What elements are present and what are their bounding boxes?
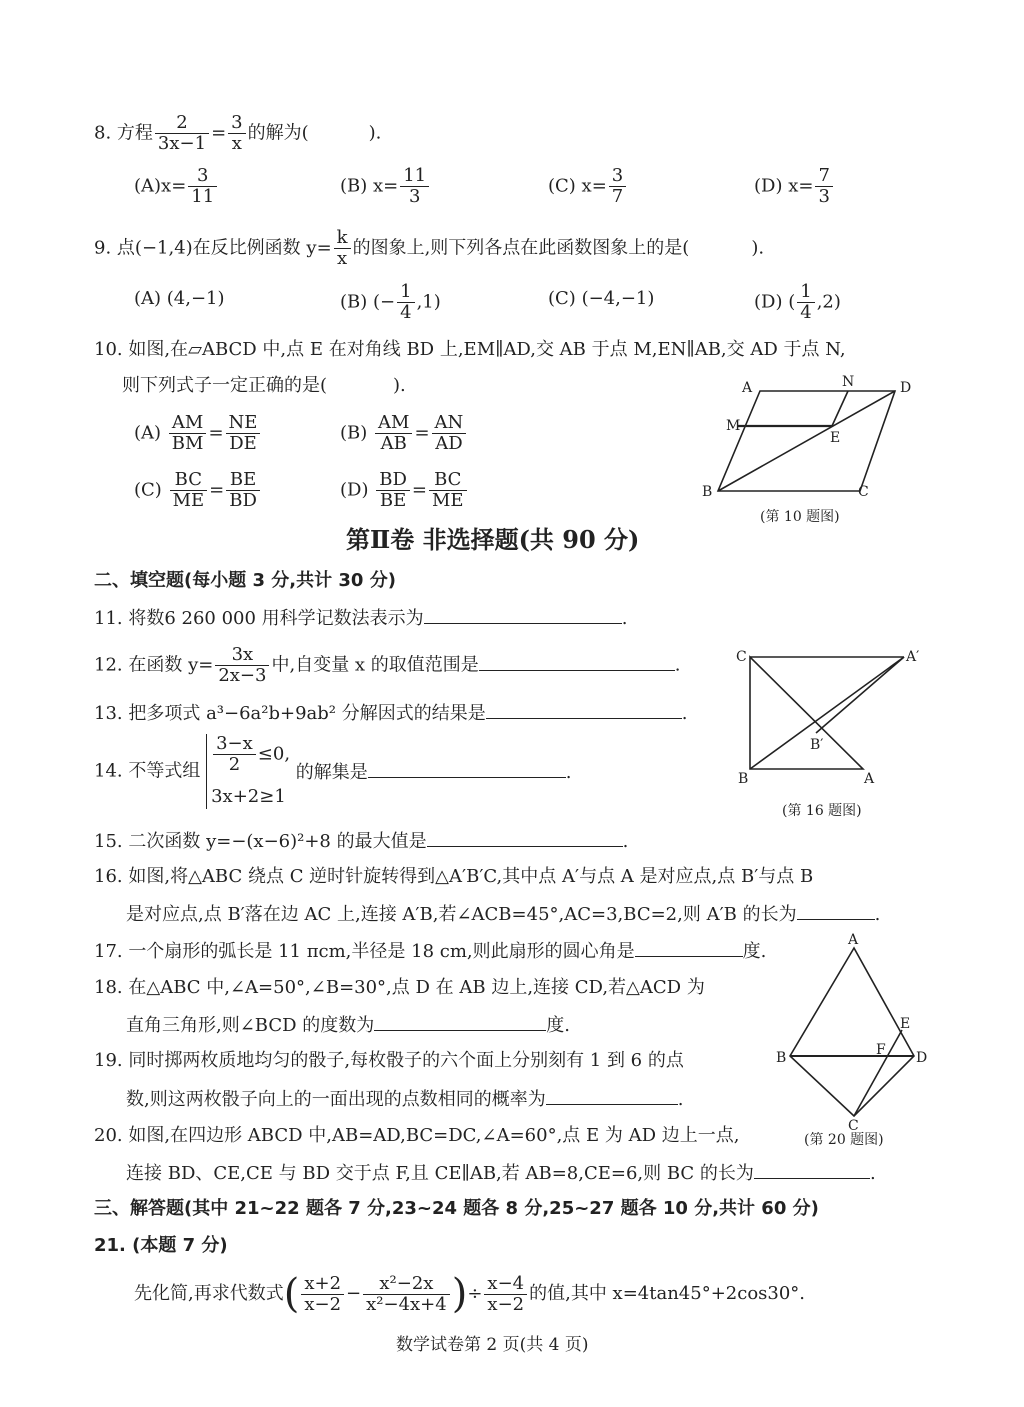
figure-10 — [690, 370, 930, 530]
fig16-caption: (第 16 题图) — [782, 803, 862, 819]
q8-option-b-num: 11 — [400, 166, 429, 187]
q8-option-d — [754, 166, 835, 207]
q9-option-d-den: 4 — [800, 302, 812, 323]
q8-option-c-label: (C) x= — [548, 175, 607, 197]
q9-f-den: x — [337, 248, 348, 269]
fig20-label-e: E — [900, 1016, 911, 1032]
question-13 — [94, 700, 687, 726]
q16-end: . — [874, 904, 881, 925]
q9-option-b-num: 1 — [397, 282, 414, 303]
q10-a-d2: DE — [229, 433, 257, 454]
q8-option-c-num: 3 — [609, 166, 626, 187]
q18-line2: 直角三角形,则∠BCD 的度数为 — [126, 1015, 375, 1036]
q10-c-d2: BD — [229, 490, 257, 511]
question-17 — [94, 938, 766, 964]
q8-option-b-label: (B) x= — [340, 175, 399, 197]
q10-a-d1: BM — [171, 433, 204, 454]
q12-answer-blank[interactable] — [479, 652, 675, 671]
q9-text: 点(−1,4)在反比例函数 y= — [116, 237, 332, 259]
q10-option-a-label: (A) — [134, 422, 162, 444]
fig10-caption: (第 10 题图) — [760, 509, 840, 525]
q17-answer-blank[interactable] — [635, 938, 743, 957]
fig16-line-a2b — [750, 657, 904, 769]
q21-text-b: 的值,其中 x=4tan45°+2cos30°. — [529, 1283, 806, 1304]
q9-option-d-pre: ( — [788, 291, 796, 313]
q9-option-b-label: (B) — [340, 291, 368, 313]
q12-text: 12. 在函数 y= — [94, 654, 214, 676]
fig20-label-d: D — [916, 1050, 928, 1066]
q10-d-n1: BD — [376, 470, 410, 491]
q14-end: . — [565, 761, 572, 783]
q16-line2: 是对应点,点 B′落在边 AC 上,连接 A′B,若∠ACB=45°,AC=3,BC=2,则 A′B 的长为 — [126, 904, 797, 925]
q8-option-b-den: 3 — [408, 186, 421, 207]
q10-d-d1: BE — [379, 490, 407, 511]
q11-end: . — [621, 608, 628, 629]
q11-text: 11. 将数6 260 000 用科学记数法表示为 — [94, 608, 424, 629]
q21-minus: − — [346, 1283, 362, 1304]
q9-option-b-post: ,1) — [416, 291, 441, 313]
question-18-line2 — [126, 1012, 570, 1038]
q14-system-brace — [206, 734, 290, 809]
q10-d-n2: BC — [429, 470, 467, 491]
q9-text-b: 的图象上,则下列各点在此函数图象上的是( — [352, 237, 690, 259]
fig16-label-a: A — [864, 771, 875, 787]
fig10-label-c: C — [858, 484, 869, 500]
q14-l2: 3x+2≥1 — [211, 786, 286, 807]
q12-f-num: 3x — [215, 645, 269, 666]
q15-end: . — [622, 831, 629, 852]
q9-option-c-label: (C) — [548, 288, 576, 309]
q21-text: 先化简,再求代数式 — [134, 1283, 284, 1304]
q9-f-num: k — [334, 228, 351, 249]
q15-text: 15. 二次函数 y=−(x−6)²+8 的最大值是 — [94, 831, 427, 852]
part2-title: 第Ⅱ卷 非选择题(共 90 分) — [346, 525, 640, 554]
q10-option-b: (B) $\frac{AM}{AB}$ = $\frac{AN}{AD}$ — [340, 413, 468, 454]
q8-option-a — [134, 166, 219, 207]
q8-option-d-label: (D) x= — [754, 175, 814, 197]
q8-rhs-den: x — [231, 133, 242, 154]
q8-option-c-den: 7 — [611, 186, 624, 207]
question-12 — [94, 645, 681, 686]
q9-option-a — [134, 288, 225, 309]
q9-option-a-value: (4,−1) — [166, 288, 225, 309]
question-20-line2 — [126, 1160, 876, 1186]
fig10-label-m: M — [726, 418, 741, 434]
fig20-caption: (第 20 题图) — [804, 1132, 884, 1148]
q14-l1-rest: ≤0, — [257, 743, 291, 765]
question-21-body — [134, 1270, 805, 1318]
q9-text-c: ). — [751, 237, 765, 259]
q10-c-n2: BE — [226, 470, 260, 491]
q9-fraction — [334, 228, 351, 269]
q10-line2-end: ). — [393, 375, 406, 396]
q10-number: 10. — [94, 339, 123, 360]
q10-option-b-label: (B) — [340, 422, 368, 444]
question-11 — [94, 605, 627, 631]
q13-end: . — [681, 703, 688, 724]
q8-lhs-den: 3x−1 — [157, 133, 207, 154]
q14-answer-blank[interactable] — [368, 759, 566, 778]
question-16-line1: 16. 如图,将△ABC 绕点 C 逆时针旋转得到△A′B′C,其中点 A′与点 A 是对应点,点 B′与点 B — [94, 866, 814, 887]
q8-option-a-num: 3 — [188, 166, 217, 187]
q10-b-n1: AM — [375, 413, 412, 434]
q9-option-b-pre: (− — [373, 291, 396, 313]
question-19-line2 — [126, 1086, 683, 1112]
question-21-heading: 21. (本题 7 分) — [94, 1235, 228, 1256]
q20-answer-blank[interactable] — [754, 1160, 870, 1179]
q9-option-d-num: 1 — [797, 282, 814, 303]
question-18-line1: 18. 在△ABC 中,∠A=50°,∠B=30°,点 D 在 AB 边上,连接 CD,若△ACD 为 — [94, 977, 705, 998]
q21-f2-num: x²−2x — [363, 1274, 450, 1295]
figure-16 — [730, 645, 930, 825]
q9-option-a-label: (A) — [134, 288, 162, 309]
q19-end: . — [677, 1089, 684, 1110]
q8-text: 方程 — [116, 122, 153, 144]
question-10-line1 — [94, 338, 846, 362]
fig16-line-a2b2 — [816, 657, 904, 733]
q8-rhs-fraction — [228, 113, 245, 154]
fig20-label-c: C — [848, 1118, 859, 1134]
q9-option-b — [340, 282, 441, 323]
q19-answer-blank[interactable] — [546, 1086, 678, 1105]
q9-option-b-den: 4 — [400, 302, 412, 323]
q13-text: 13. 把多项式 a³−6a²b+9ab² 分解因式的结果是 — [94, 703, 486, 724]
q12-text-b: 中,自变量 x 的取值范围是 — [271, 654, 479, 676]
fig16-label-c: C — [736, 649, 747, 665]
q10-option-c-label: (C) — [134, 479, 162, 501]
q10-option-d: (D) $\frac{BD}{BE}$ = $\frac{BC}{ME}$ — [340, 470, 469, 511]
q8-option-a-label: (A)x= — [134, 175, 187, 197]
fig10-label-d: D — [900, 380, 912, 396]
question-15 — [94, 828, 628, 854]
q12-end: . — [674, 654, 681, 676]
q11-answer-blank[interactable] — [424, 605, 622, 624]
section-3-heading: 三、解答题(其中 21~22 题各 7 分,23~24 题各 8 分,25~27 题各 10 分,共计 60 分) — [94, 1198, 819, 1219]
q20-end: . — [869, 1163, 876, 1184]
q21-left-paren: ( — [283, 1271, 300, 1317]
question-19-line1: 19. 同时掷两枚质地均匀的骰子,每枚骰子的六个面上分别刻有 1 到 6 的点 — [94, 1050, 684, 1071]
question-9 — [94, 228, 764, 269]
q20-line2: 连接 BD、CE,CE 与 BD 交于点 F,且 CE∥AB,若 AB=8,CE=6,则 BC 的长为 — [126, 1163, 754, 1184]
q21-f3-den: x−2 — [487, 1293, 525, 1315]
q14-text: 14. 不等式组 — [94, 760, 201, 782]
q16-answer-blank[interactable] — [797, 901, 875, 920]
q17-end: 度. — [742, 941, 767, 962]
q8-text-b: 的解为( — [247, 122, 309, 144]
q10-line2: 则下列式子一定正确的是( — [122, 375, 328, 396]
q8-option-b — [340, 166, 431, 207]
q8-eq: = — [211, 122, 227, 144]
q21-divide: ÷ — [467, 1283, 483, 1304]
q9-option-c-value: (−4,−1) — [581, 288, 655, 309]
fig16-label-a2: A′ — [906, 649, 920, 665]
question-14 — [94, 734, 572, 809]
q10-c-n1: BC — [170, 470, 208, 491]
fig10-diagonal-bd — [718, 391, 895, 491]
q10-option-d-label: (D) — [340, 479, 369, 501]
q8-lhs-num: 2 — [155, 113, 209, 134]
q10-b-n2: AN — [432, 413, 467, 434]
q9-number: 9. — [94, 237, 112, 259]
q8-option-d-den: 3 — [818, 186, 830, 207]
fig20-label-a: A — [848, 932, 859, 948]
fig16-label-b2: B′ — [810, 737, 824, 753]
fig16-triangle-abc — [750, 657, 863, 769]
q10-b-d1: AB — [380, 433, 407, 454]
question-8 — [94, 113, 381, 154]
q10-c-d1: ME — [172, 490, 205, 511]
q14-l1-den: 2 — [228, 754, 241, 775]
q18-end: 度. — [546, 1015, 571, 1036]
q8-number: 8. — [94, 122, 112, 144]
question-20-line1: 20. 如图,在四边形 ABCD 中,AB=AD,BC=DC,∠A=60°,点 E 为 AD 边上一点, — [94, 1125, 740, 1146]
fig16-label-b: B — [738, 771, 749, 787]
q18-answer-blank[interactable] — [374, 1012, 546, 1031]
fig10-label-e: E — [830, 430, 841, 446]
q19-line2: 数,则这两枚骰子向上的一面出现的点数相同的概率为 — [126, 1089, 546, 1110]
fig20-label-b: B — [776, 1050, 787, 1066]
q10-option-a: (A) $\frac{AM}{BM}$ = $\frac{NE}{DE}$ — [134, 413, 262, 454]
fig10-line-en — [832, 391, 848, 426]
q21-f3-num: x−4 — [484, 1274, 527, 1295]
q13-answer-blank[interactable] — [486, 700, 682, 719]
q8-rhs-num: 3 — [228, 113, 245, 134]
q10-a-n1: AM — [169, 413, 207, 434]
q14-l1-num: 3−x — [213, 734, 256, 755]
fig10-label-n: N — [842, 374, 855, 390]
q21-f1-num: x+2 — [301, 1274, 344, 1295]
q8-option-a-den: 11 — [191, 186, 215, 207]
q17-text: 17. 一个扇形的弧长是 11 πcm,半径是 18 cm,则此扇形的圆心角是 — [94, 941, 635, 962]
q10-option-c: (C) $\frac{BC}{ME}$ = $\frac{BE}{BD}$ — [134, 470, 262, 511]
q10-b-d2: AD — [435, 433, 463, 454]
q8-option-d-num: 7 — [815, 166, 832, 187]
q21-f2-den: x²−4x+4 — [366, 1293, 447, 1315]
question-10-line2 — [122, 374, 406, 398]
q21-right-paren: ) — [451, 1271, 468, 1317]
fig20-label-f: F — [876, 1042, 886, 1058]
question-16-line2 — [126, 901, 880, 927]
q9-option-c — [548, 288, 654, 309]
q10-a-n2: NE — [226, 413, 261, 434]
q12-f-den: 2x−3 — [218, 665, 267, 686]
q12-fraction — [215, 645, 269, 686]
q8-text-c: ). — [368, 122, 382, 144]
q15-answer-blank[interactable] — [427, 828, 623, 847]
section-2-heading: 二、填空题(每小题 3 分,共计 30 分) — [94, 570, 396, 591]
q8-option-c — [548, 166, 628, 207]
fig20-quadrilateral — [790, 948, 914, 1116]
figure-20 — [770, 930, 950, 1152]
fig10-label-b: B — [702, 484, 713, 500]
q10-d-d2: ME — [431, 490, 464, 511]
q9-option-d-post: ,2) — [816, 291, 841, 313]
q10-line1: 如图,在▱ABCD 中,点 E 在对角线 BD 上,EM∥AD,交 AB 于点 M,EN∥AB,交 AD 于点 N, — [128, 339, 846, 360]
q9-option-d — [754, 282, 841, 323]
q8-lhs-fraction — [155, 113, 209, 154]
page-footer: 数学试卷第 2 页(共 4 页) — [396, 1335, 589, 1355]
fig10-label-a: A — [742, 380, 753, 396]
q21-f1-den: x−2 — [304, 1293, 342, 1315]
q9-option-d-label: (D) — [754, 291, 783, 313]
q14-text-b: 的解集是 — [295, 761, 368, 783]
